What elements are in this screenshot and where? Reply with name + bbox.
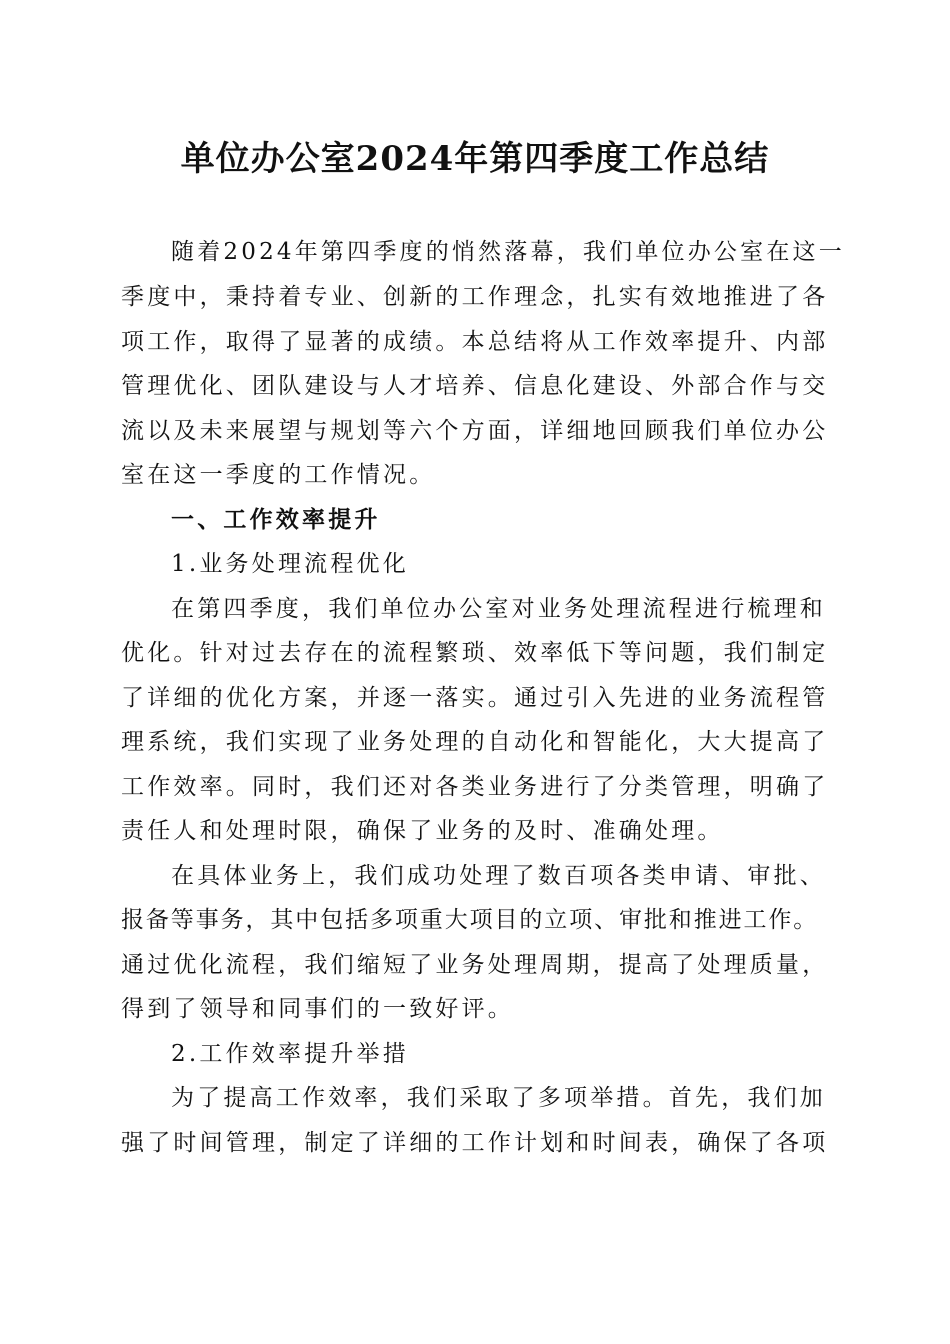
paragraph-line: 为了提高工作效率，我们采取了多项举措。首先，我们加 [171,1085,826,1111]
paragraph-line: 报备等事务，其中包括多项重大项目的立项、审批和推进工作。 [121,907,819,933]
paragraph-line: 强了时间管理，制定了详细的工作计划和时间表，确保了各项 [121,1130,829,1156]
paragraph-line: 在具体业务上，我们成功处理了数百项各类申请、审批、 [171,863,826,889]
intro-line-5: 流以及未来展望与规划等六个方面，详细地回顾我们单位办公 [121,418,829,444]
intro-line-3: 项工作，取得了显著的成绩。本总结将从工作效率提升、内部 [121,329,829,355]
document-title: 单位办公室2024年第四季度工作总结 [180,139,770,179]
intro-line-1: 随着2024年第四季度的悄然落幕，我们单位办公室在这一 [171,239,845,265]
paragraph-line: 理系统，我们实现了业务处理的自动化和智能化，大大提高了 [121,729,829,755]
intro-line-2: 季度中，秉持着专业、创新的工作理念，扎实有效地推进了各 [121,284,829,310]
subsection-heading-2: 2.工作效率提升举措 [171,1041,409,1067]
paragraph-line: 得到了领导和同事们的一致好评。 [121,996,514,1022]
paragraph-line: 通过优化流程，我们缩短了业务处理周期，提高了处理质量， [121,952,829,978]
subsection-heading-1: 1.业务处理流程优化 [171,551,409,577]
paragraph-line: 工作效率。同时，我们还对各类业务进行了分类管理，明确了 [121,774,829,800]
paragraph-line: 优化。针对过去存在的流程繁琐、效率低下等问题，我们制定 [121,640,829,666]
intro-line-4: 管理优化、团队建设与人才培养、信息化建设、外部合作与交 [121,373,829,399]
paragraph-line: 在第四季度，我们单位办公室对业务处理流程进行梳理和 [171,596,826,622]
section-heading-1: 一、工作效率提升 [171,506,381,533]
intro-line-6: 室在这一季度的工作情况。 [121,462,436,488]
paragraph-line: 责任人和处理时限，确保了业务的及时、准确处理。 [121,818,724,844]
paragraph-line: 了详细的优化方案，并逐一落实。通过引入先进的业务流程管 [121,685,829,711]
